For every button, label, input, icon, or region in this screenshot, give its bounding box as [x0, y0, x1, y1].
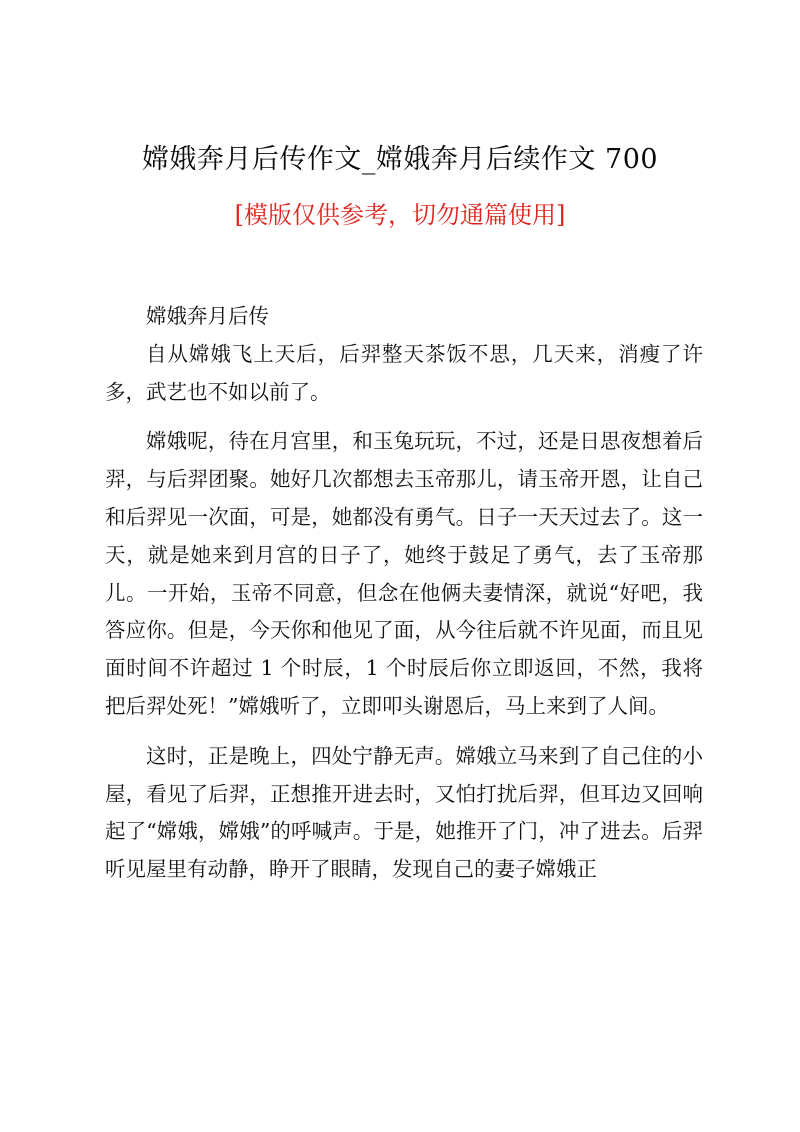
article-body — [105, 298, 703, 901]
template-notice: [模版仅供参考，切勿通篇使用] — [234, 201, 566, 229]
paragraph: 自从嫦娥飞上天后，后羿整天茶饭不思，几天来，消瘦了许多，武艺也不如以前了。 — [105, 341, 703, 404]
paragraph: 这时，正是晚上，四处宁静无声。嫦娥立马来到了自己住的小屋，看见了后羿，正想推开进去时，又怕打扰后羿，但耳边又回响起了“嫦娥，嫦娥”的呼喊声。于是，她推开了门，冲了进去。后羿听见屋里有动静，睁开了眼睛，发现自己的妻子嫦娥正 — [105, 743, 703, 882]
article-heading: 嫦娥奔月后传 — [146, 304, 269, 328]
paragraph: 嫦娥呢，待在月宫里，和玉兔玩玩，不过，还是日思夜想着后羿，与后羿团聚。她好几次都想去玉帝那儿，请玉帝开恩，让自己和后羿见一次面，可是，她都没有勇气。日子一天天过去了。这一天，就是她来到月宫的日子了，她终于鼓足了勇气，去了玉帝那儿。一开始，玉帝不同意，但念在他俩夫妻情深，就说“好吧，我答应你。但是，今天你和他见了面，从今往后就不许见面，而且见面时间不许超过 1 个时辰，1 个时辰后你立即返回，不然，我将把后羿处死！”嫦娥听了，立即叩头谢恩后，马上来到了人间。 — [105, 429, 703, 718]
document-title: 嫦娥奔月后传作文_嫦娥奔月后续作文 700 — [141, 144, 659, 175]
